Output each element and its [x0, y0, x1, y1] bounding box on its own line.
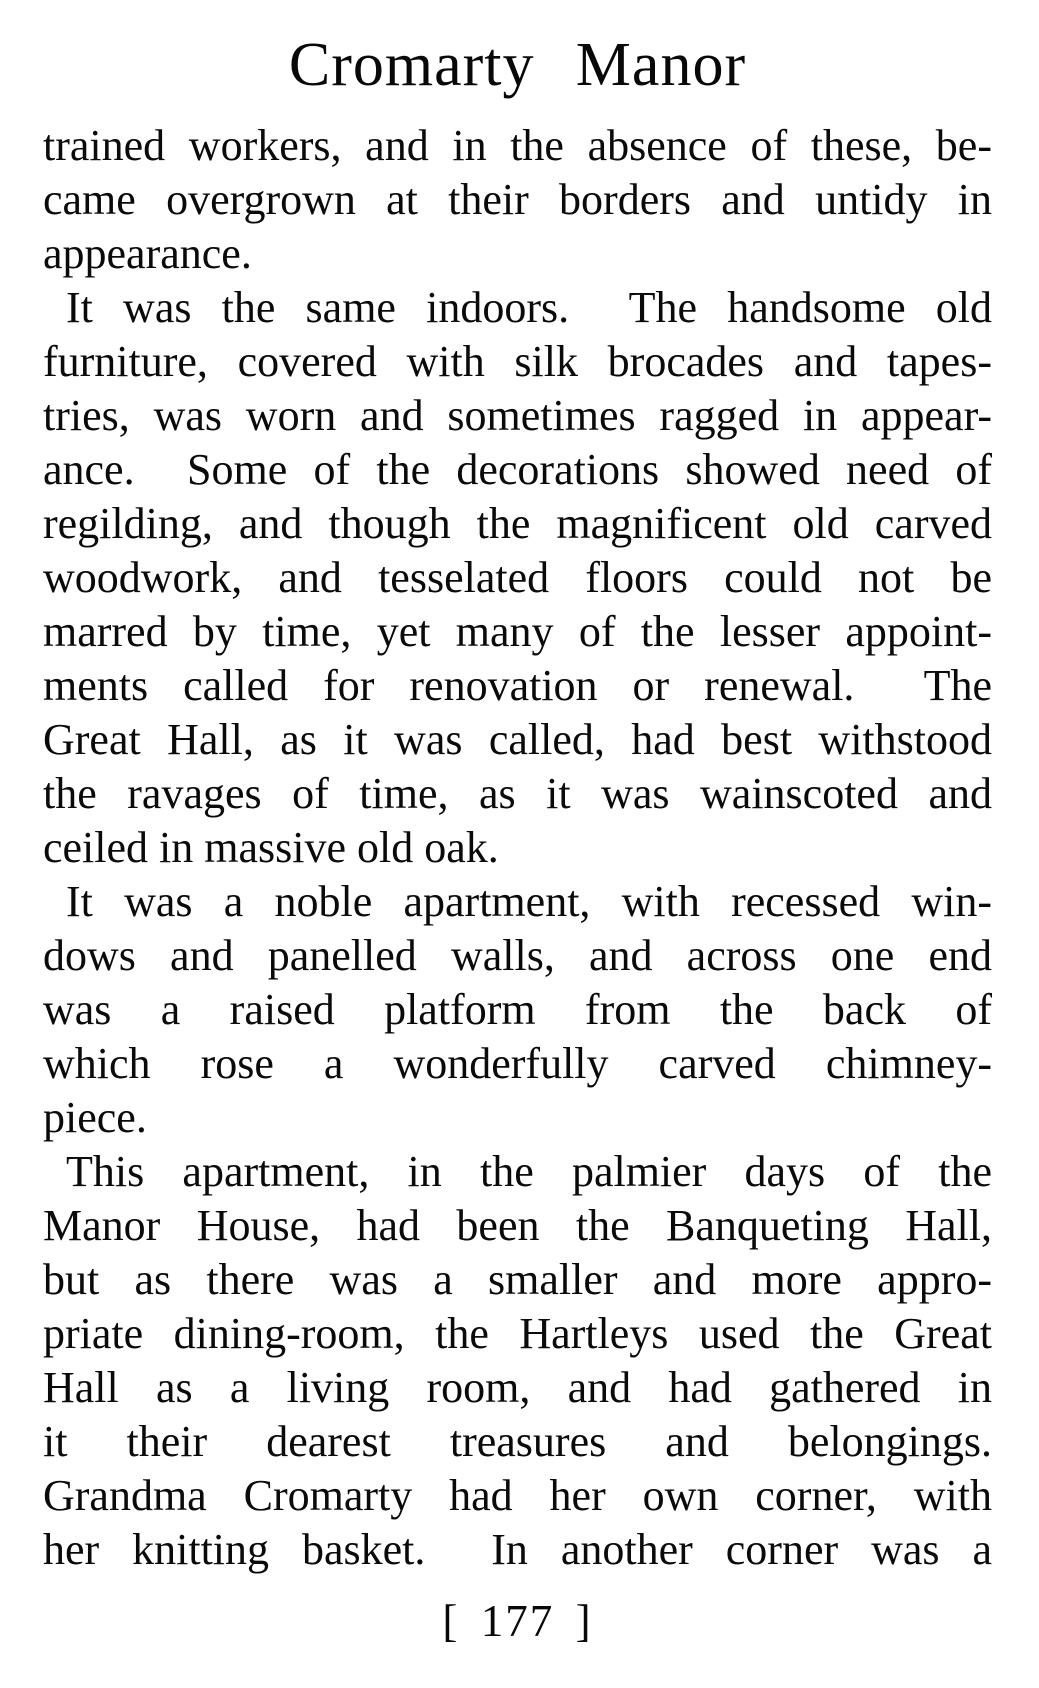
text-line: It was a noble apartment, with recessed win-: [66, 877, 992, 926]
text-line: priate dining-room, the Hartleys used the Great: [43, 1309, 992, 1358]
text-line: Grandma Cromarty had her own corner, with: [43, 1471, 992, 1520]
text-line: appearance.: [43, 229, 252, 278]
text-line: dows and panelled walls, and across one end: [43, 931, 992, 980]
text-line: Hall as a living room, and had gathered in: [43, 1363, 992, 1412]
text-line: was a raised platform from the back of: [43, 985, 992, 1034]
text-line: piece.: [43, 1093, 147, 1142]
text-line: Manor House, had been the Banqueting Hall,: [43, 1201, 992, 1250]
page-number: [ 177 ]: [442, 1596, 593, 1646]
text-line: ance. Some of the decorations showed need of: [43, 445, 992, 494]
page-title: Cromarty Manor: [288, 31, 747, 99]
text-line: Great Hall, as it was called, had best withstood: [43, 715, 992, 764]
text-line: her knitting basket. In another corner was a: [43, 1525, 992, 1574]
text-line: trained workers, and in the absence of these, be-: [43, 121, 992, 170]
text-line: ceiled in massive old oak.: [43, 823, 499, 872]
text-line: which rose a wonderfully carved chimney-: [43, 1039, 992, 1088]
text-line: tries, was worn and sometimes ragged in appear-: [43, 391, 992, 440]
text-line: regilding, and though the magnificent old carved: [43, 499, 992, 548]
text-line: the ravages of time, as it was wainscoted and: [43, 769, 992, 818]
text-line: marred by time, yet many of the lesser appoint-: [43, 607, 992, 656]
text-line: came overgrown at their borders and untidy in: [43, 175, 992, 224]
page-body: [43, 119, 992, 1577]
text-line: but as there was a smaller and more appro-: [43, 1255, 992, 1304]
text-line: it their dearest treasures and belongings.: [43, 1417, 992, 1466]
text-line: woodwork, and tesselated floors could not be: [43, 553, 992, 602]
text-line: ments called for renovation or renewal. The: [43, 661, 992, 710]
text-line: This apartment, in the palmier days of the: [66, 1147, 992, 1196]
text-line: It was the same indoors. The handsome old: [66, 283, 992, 332]
text-line: furniture, covered with silk brocades and tapes-: [43, 337, 992, 386]
